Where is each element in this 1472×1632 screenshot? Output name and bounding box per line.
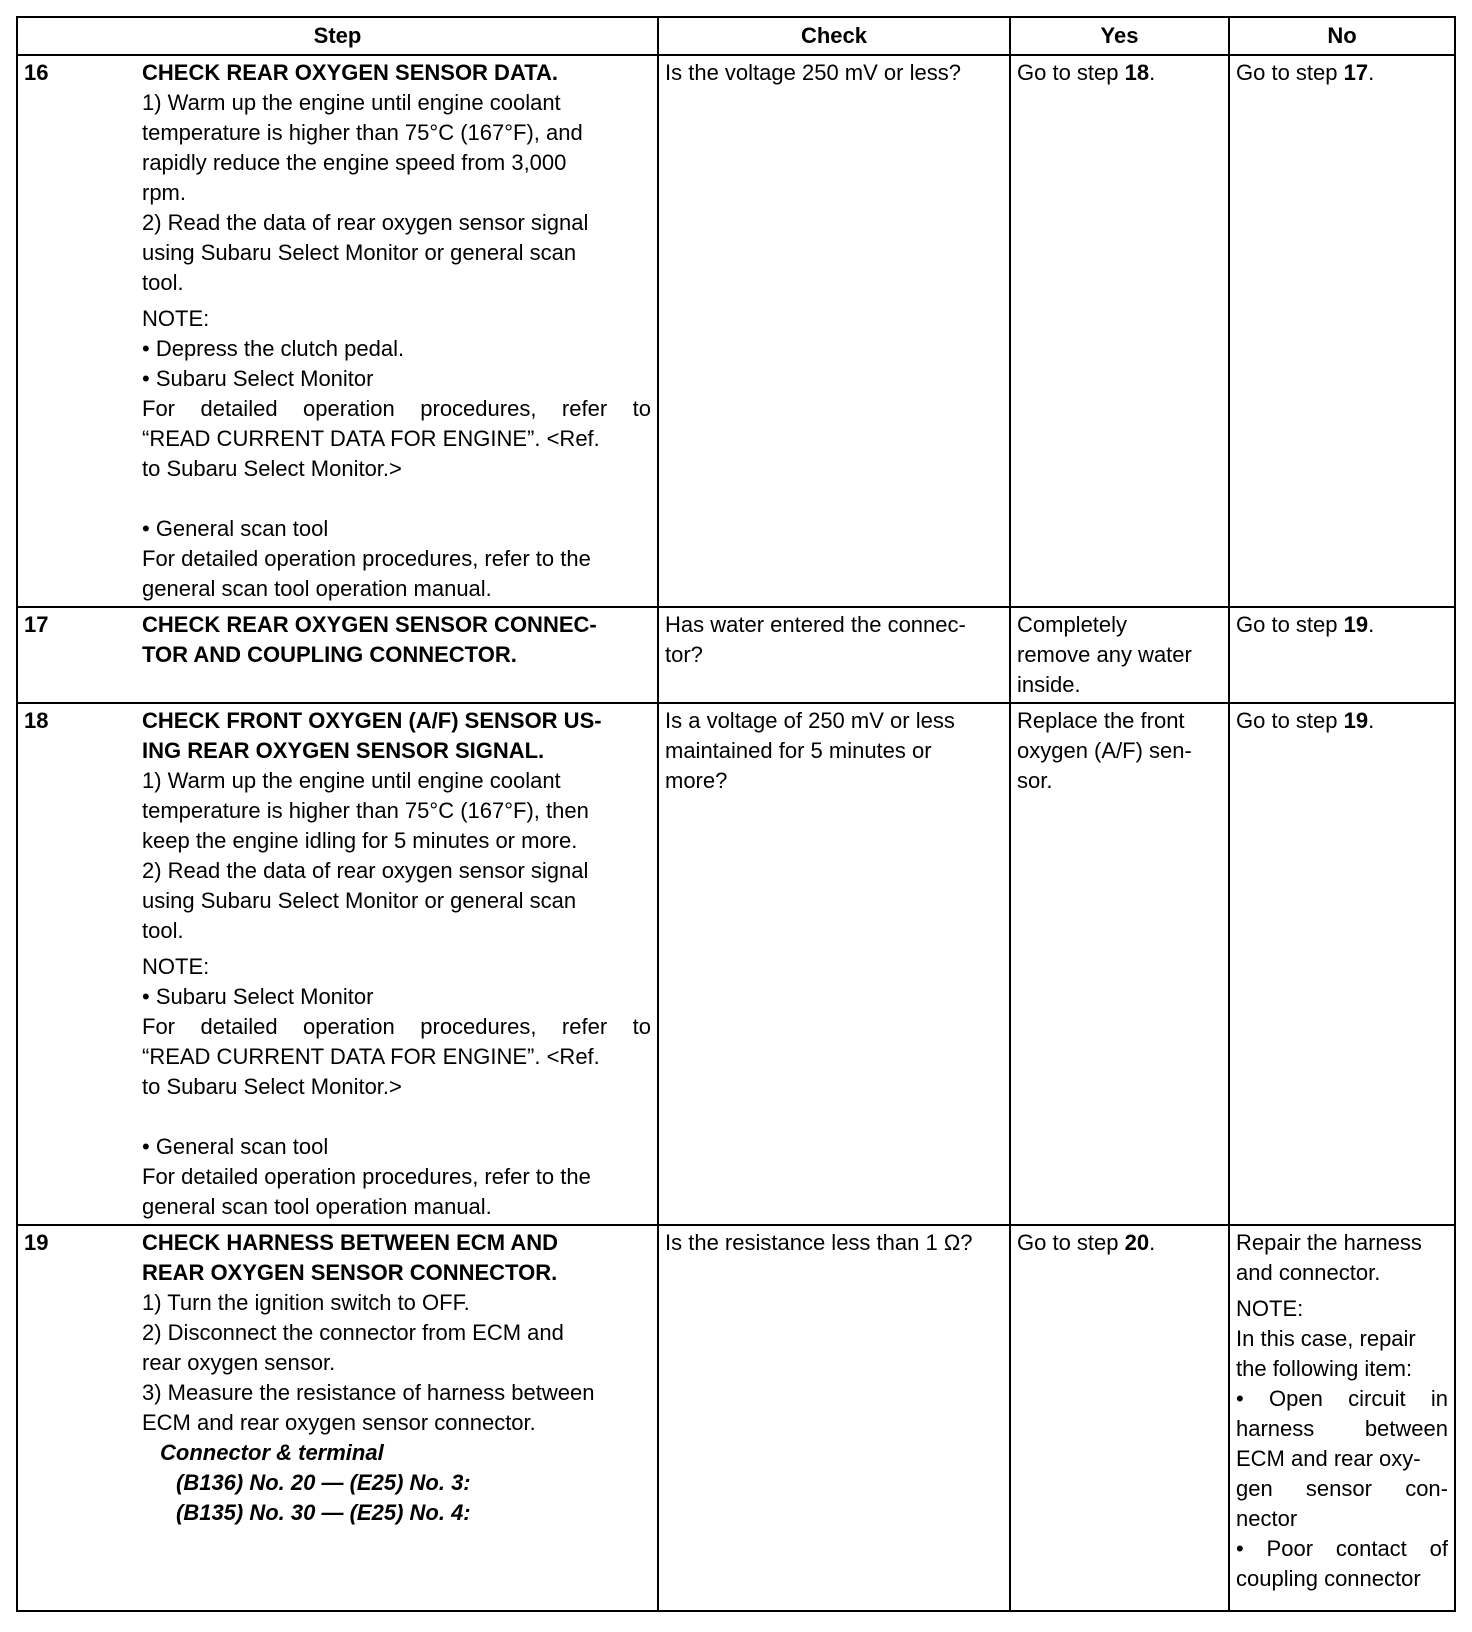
no-cell-18 <box>1229 703 1455 1225</box>
note-text: “READ CURRENT DATA FOR ENGINE”. <Ref. <box>142 426 600 451</box>
no-step-ref: 19 <box>1343 708 1369 733</box>
yes-cell-16 <box>1010 55 1229 607</box>
no-note-label: NOTE: <box>1236 1296 1304 1321</box>
step-title: CHECK FRONT OXYGEN (A/F) SENSOR US- <box>142 708 602 733</box>
note-text: “READ CURRENT DATA FOR ENGINE”. <Ref. <box>142 1044 600 1069</box>
note-text: to Subaru Select Monitor.> <box>142 456 402 481</box>
step-title: REAR OXYGEN SENSOR CONNECTOR. <box>142 1260 558 1285</box>
yes-text: Replace the front <box>1017 708 1185 733</box>
check-cell-18 <box>658 703 1010 1225</box>
no-suffix: . <box>1368 708 1375 733</box>
no-note-text: • Poor contact of <box>1236 1536 1448 1561</box>
no-note-text: nector <box>1236 1506 1298 1531</box>
step-text: rear oxygen sensor. <box>142 1350 336 1375</box>
step-text: temperature is higher than 75°C (167°F), then <box>142 798 589 823</box>
no-text: Repair the harness <box>1236 1230 1422 1255</box>
connector-terminal-item: (B135) No. 30 — (E25) No. 4: <box>176 1500 471 1525</box>
note-text: • Subaru Select Monitor <box>142 984 374 1009</box>
note-label: NOTE: <box>142 306 210 331</box>
check-text: tor? <box>665 642 703 667</box>
yes-cell-17 <box>1010 607 1229 703</box>
no-cell-17 <box>1229 607 1455 703</box>
table-row-18 <box>17 703 1455 1225</box>
no-note-text: harness between <box>1236 1416 1448 1441</box>
table-row-16 <box>17 55 1455 607</box>
note-text: • General scan tool <box>142 516 329 541</box>
check-text: more? <box>665 768 728 793</box>
header-yes: Yes <box>1010 17 1229 55</box>
header-check: Check <box>658 17 1010 55</box>
step-number: 18 <box>24 708 49 733</box>
step-title: CHECK HARNESS BETWEEN ECM AND <box>142 1230 558 1255</box>
yes-text: Go to step <box>1017 60 1125 85</box>
no-note-text: ECM and rear oxy- <box>1236 1446 1421 1471</box>
step-text: rapidly reduce the engine speed from 3,000 <box>142 150 567 175</box>
yes-suffix: . <box>1149 60 1156 85</box>
note-text: • General scan tool <box>142 1134 329 1159</box>
table-row-19 <box>17 1225 1455 1611</box>
connector-terminal-item: (B136) No. 20 — (E25) No. 3: <box>176 1470 471 1495</box>
note-text: • Depress the clutch pedal. <box>142 336 405 361</box>
step-text: using Subaru Select Monitor or general scan <box>142 240 577 265</box>
check-text: Is the resistance less than 1 Ω? <box>665 1230 973 1255</box>
check-cell-17 <box>658 607 1010 703</box>
step-text: rpm. <box>142 180 186 205</box>
no-suffix: . <box>1368 612 1375 637</box>
yes-text: Go to step <box>1017 1230 1125 1255</box>
note-text: For detailed operation procedures, refer to <box>142 1014 651 1039</box>
step-title: CHECK REAR OXYGEN SENSOR CONNEC- <box>142 612 597 637</box>
no-step-ref: 17 <box>1343 60 1369 85</box>
yes-text: inside. <box>1017 672 1081 697</box>
step-title: CHECK REAR OXYGEN SENSOR DATA. <box>142 60 559 85</box>
no-note-text: • Open circuit in <box>1236 1386 1448 1411</box>
step-text: 1) Warm up the engine until engine coolant <box>142 90 561 115</box>
step-text: 1) Warm up the engine until engine coolant <box>142 768 561 793</box>
yes-text: remove any water <box>1017 642 1192 667</box>
no-note-text: In this case, repair <box>1236 1326 1416 1351</box>
step-text: ECM and rear oxygen sensor connector. <box>142 1410 536 1435</box>
step-number: 17 <box>24 612 49 637</box>
step-text: 3) Measure the resistance of harness between <box>142 1380 595 1405</box>
step-number: 16 <box>24 60 49 85</box>
yes-text: oxygen (A/F) sen- <box>1017 738 1192 763</box>
check-text: Is a voltage of 250 mV or less <box>665 708 955 733</box>
no-step-ref: 19 <box>1343 612 1369 637</box>
note-text: to Subaru Select Monitor.> <box>142 1074 402 1099</box>
step-cell-17 <box>17 607 658 703</box>
step-text: 2) Read the data of rear oxygen sensor signal <box>142 210 589 235</box>
check-text: Has water entered the connec- <box>665 612 966 637</box>
yes-text: sor. <box>1017 768 1053 793</box>
yes-cell-19 <box>1010 1225 1229 1611</box>
header-no: No <box>1229 17 1455 55</box>
header-step: Step <box>17 17 658 55</box>
yes-suffix: . <box>1149 1230 1156 1255</box>
no-suffix: . <box>1368 60 1375 85</box>
step-cell-18 <box>17 703 658 1225</box>
step-text: using Subaru Select Monitor or general scan <box>142 888 577 913</box>
connector-terminal-label: Connector & terminal <box>160 1440 384 1465</box>
no-note-text: gen sensor con- <box>1236 1476 1448 1501</box>
yes-text: Completely <box>1017 612 1128 637</box>
check-text: Is the voltage 250 mV or less? <box>665 60 961 85</box>
step-cell-16 <box>17 55 658 607</box>
step-text: keep the engine idling for 5 minutes or more. <box>142 828 578 853</box>
yes-step-ref: 20 <box>1124 1230 1150 1255</box>
table-row-17 <box>17 607 1455 703</box>
no-note-text: coupling connector <box>1236 1566 1421 1591</box>
note-text: general scan tool operation manual. <box>142 1194 492 1219</box>
step-number: 19 <box>24 1230 49 1255</box>
note-text: general scan tool operation manual. <box>142 576 492 601</box>
no-text: Go to step <box>1236 60 1344 85</box>
check-cell-19 <box>658 1225 1010 1611</box>
no-cell-19 <box>1229 1225 1455 1611</box>
step-title: ING REAR OXYGEN SENSOR SIGNAL. <box>142 738 545 763</box>
no-text: Go to step <box>1236 708 1344 733</box>
step-title: TOR AND COUPLING CONNECTOR. <box>142 642 517 667</box>
check-cell-16 <box>658 55 1010 607</box>
step-text: tool. <box>142 918 184 943</box>
no-cell-16 <box>1229 55 1455 607</box>
no-text: Go to step <box>1236 612 1344 637</box>
note-text: For detailed operation procedures, refer to the <box>142 546 591 571</box>
step-cell-19 <box>17 1225 658 1611</box>
yes-cell-18 <box>1010 703 1229 1225</box>
note-text: For detailed operation procedures, refer to the <box>142 1164 591 1189</box>
step-text: 2) Read the data of rear oxygen sensor signal <box>142 858 589 883</box>
step-text: 1) Turn the ignition switch to OFF. <box>142 1290 470 1315</box>
no-note-text: the following item: <box>1236 1356 1413 1381</box>
yes-step-ref: 18 <box>1124 60 1150 85</box>
step-text: 2) Disconnect the connector from ECM and <box>142 1320 564 1345</box>
step-text: temperature is higher than 75°C (167°F), and <box>142 120 583 145</box>
note-label: NOTE: <box>142 954 210 979</box>
check-text: maintained for 5 minutes or <box>665 738 932 763</box>
note-text: • Subaru Select Monitor <box>142 366 374 391</box>
step-text: tool. <box>142 270 184 295</box>
note-text: For detailed operation procedures, refer to <box>142 396 651 421</box>
header-row <box>17 17 1455 55</box>
diagnostic-table <box>16 16 1456 1612</box>
no-text: and connector. <box>1236 1260 1381 1285</box>
